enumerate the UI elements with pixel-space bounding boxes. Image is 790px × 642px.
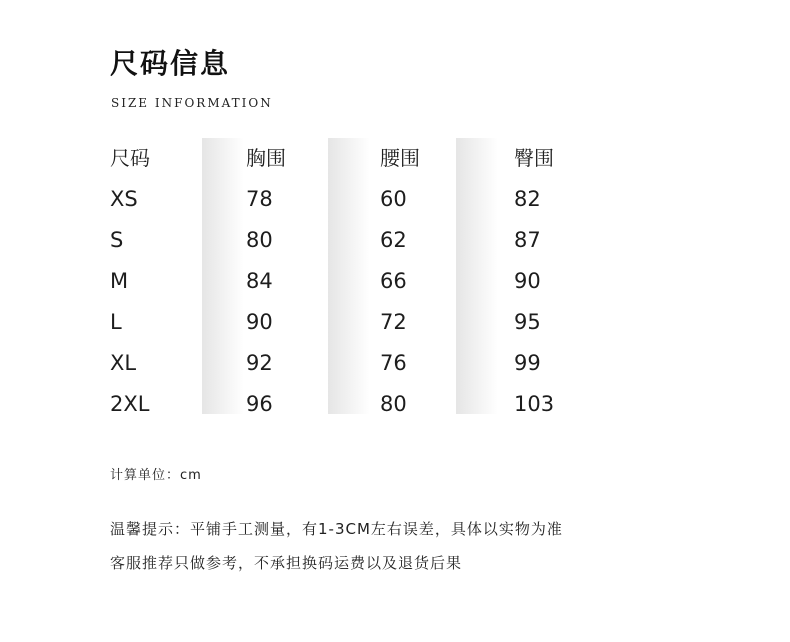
table-cell: 90 bbox=[514, 269, 541, 293]
table-cell: 66 bbox=[380, 269, 407, 293]
table-cell: 80 bbox=[246, 228, 273, 252]
table-cell: 78 bbox=[246, 187, 273, 211]
column-header-waist: 腰围 bbox=[380, 146, 420, 170]
table-cell: S bbox=[110, 228, 124, 252]
table-cell: 82 bbox=[514, 187, 541, 211]
table-cell: 92 bbox=[246, 351, 273, 375]
table-cell: 60 bbox=[380, 187, 407, 211]
table-cell: 2XL bbox=[110, 392, 150, 416]
column-header-bust: 胸围 bbox=[246, 146, 286, 170]
waist-column bbox=[380, 138, 500, 425]
column-header-size: 尺码 bbox=[110, 146, 150, 170]
tip-line-2: 客服推荐只做参考，不承担换码运费以及退货后果 bbox=[110, 554, 463, 572]
table-cell: 84 bbox=[246, 269, 273, 293]
table-cell: XS bbox=[110, 187, 138, 211]
table-cell: 90 bbox=[246, 310, 273, 334]
table-cell: XL bbox=[110, 351, 137, 375]
table-cell: L bbox=[110, 310, 122, 334]
page-title: 尺码信息 bbox=[110, 47, 231, 80]
size-table bbox=[110, 138, 670, 428]
table-cell: 62 bbox=[380, 228, 407, 252]
table-cell: 96 bbox=[246, 392, 273, 416]
table-cell: M bbox=[110, 269, 129, 293]
table-cell: 99 bbox=[514, 351, 541, 375]
table-cell: 87 bbox=[514, 228, 541, 252]
table-cell: 80 bbox=[380, 392, 407, 416]
column-header-hip: 臀围 bbox=[514, 146, 554, 170]
table-cell: 103 bbox=[514, 392, 555, 416]
bust-column bbox=[246, 138, 366, 425]
size-column bbox=[110, 138, 230, 425]
page-subtitle: SIZE INFORMATION bbox=[111, 96, 273, 110]
table-cell: 95 bbox=[514, 310, 541, 334]
table-cell: 76 bbox=[380, 351, 407, 375]
unit-note: 计算单位：cm bbox=[110, 468, 202, 483]
tip-line-1: 温馨提示：平铺手工测量，有1-3CM左右误差，具体以实物为准 bbox=[110, 520, 563, 538]
hip-column bbox=[514, 138, 634, 425]
table-cell: 72 bbox=[380, 310, 407, 334]
